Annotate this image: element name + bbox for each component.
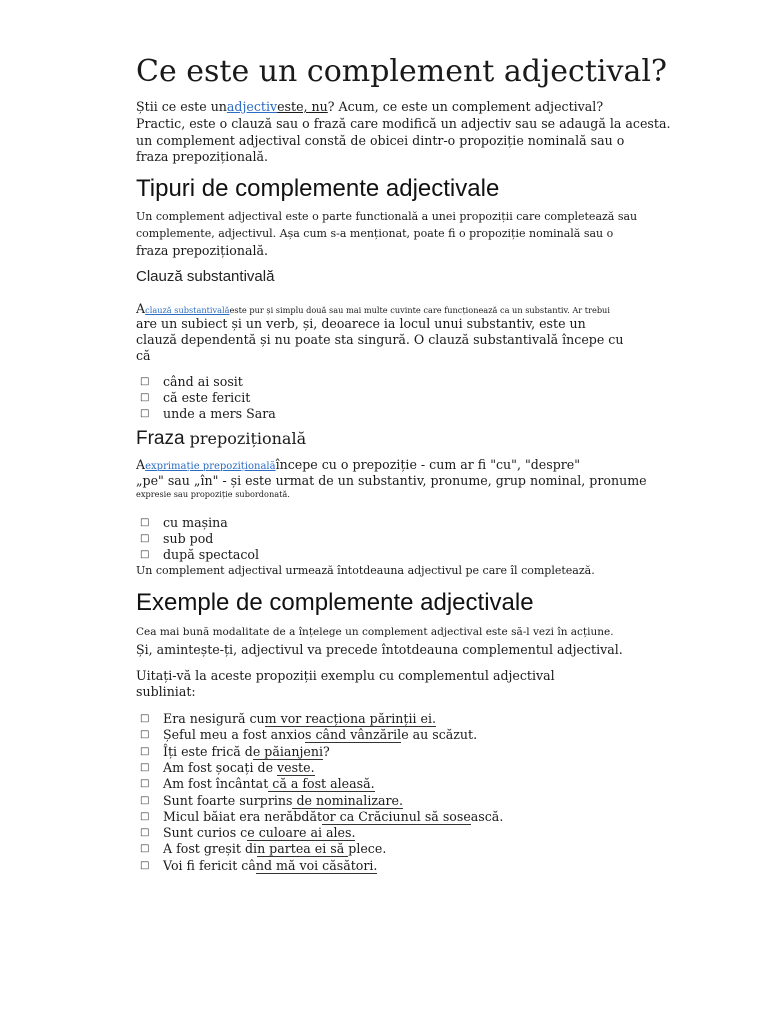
underlined-complement: e culoare ai ales. (247, 825, 356, 841)
example-text: ască. (470, 808, 504, 824)
clauza-text: este pur și simplu două sau mai multe cuvinte care funcționează ca un substantiv. Ar trebui (229, 305, 610, 315)
clauza-substantivala-link[interactable]: clauză substantivală (145, 305, 230, 315)
underlined-complement: m vor reacționa părinții ei. (264, 711, 436, 726)
subheading-clauza: Clauză substantivală (136, 268, 275, 285)
list-item: cu mașina (163, 515, 228, 530)
bullet-icon: □ (140, 408, 150, 419)
example-text: Sunt curios c (163, 825, 248, 841)
intro-text: ? Acum, ce este un complement adjectival? (327, 99, 604, 114)
clauza-line-4: că (136, 348, 151, 363)
underlined-complement: că a fost aleasă. (268, 776, 375, 792)
clauza-line-2: are un subiect și un verb, și, deoarece ia locul unui substantiv, este un (136, 316, 586, 331)
fraza-heading-word: Fraza (136, 428, 185, 449)
list-item: după spectacol (163, 547, 260, 562)
clauza-text: A (136, 301, 146, 316)
bullet-icon: □ (140, 533, 150, 544)
fraza-text: începe cu o prepoziție - cum ar fi "cu", "despre" (275, 457, 581, 472)
fraza-line-2: „pe" sau „în" - și este urmat de un substantiv, pronume, grup nominal, pronume (136, 473, 647, 488)
list-item: unde a mers Sara (163, 406, 276, 421)
bullet-icon: □ (140, 794, 150, 806)
example-text: ? (323, 743, 330, 759)
bullet-icon: □ (140, 761, 150, 773)
example-sentence (163, 809, 503, 824)
example-sentence (163, 711, 436, 726)
example-text: Am fost șocați de (163, 759, 278, 775)
subheading-fraza (136, 428, 306, 450)
adjectiv-link[interactable]: adjectiv (226, 99, 278, 114)
bullet-icon: □ (140, 376, 150, 387)
expresie-prepozitionala-link[interactable]: exprimație prepozițională (145, 461, 276, 472)
page-title: Ce este un complement adjectival? (136, 54, 668, 89)
example-text: Îți este frică d (163, 743, 253, 759)
fraza-text: A (136, 457, 146, 472)
example-sentence (163, 744, 330, 759)
list-item: sub pod (163, 531, 214, 546)
example-sentence (163, 727, 477, 742)
tipuri-line-1: Un complement adjectival este o parte functională a unei propoziții care completează sau (136, 210, 638, 223)
tipuri-line-3: fraza prepozițională. (136, 243, 269, 258)
bullet-icon: □ (140, 392, 150, 403)
bullet-icon: □ (140, 549, 150, 560)
example-text: Am fost încântat (163, 776, 269, 792)
bullet-icon: □ (140, 827, 150, 839)
example-sentence (163, 825, 355, 840)
example-text: plece. (348, 841, 387, 857)
intro-underlined: este, nu (277, 99, 328, 114)
exemple-line-1: Cea mai bună modalitate de a înțelege un complement adjectival este să-l vezi în acțiune. (136, 626, 614, 638)
underlined-complement: veste. (277, 759, 315, 775)
tipuri-line-2: complemente, adjectivul. Așa cum s-a menționat, poate fi o propoziție nominală sau o (136, 227, 614, 240)
bullet-icon: □ (140, 810, 150, 822)
example-sentence (163, 841, 386, 856)
clauza-line-3: clauză dependentă și nu poate sta singură. O clauză substantivală începe cu (136, 332, 624, 347)
bullet-icon: □ (140, 713, 150, 724)
example-text: Șeful meu a fost anxio (163, 727, 306, 743)
underlined-complement: n partea ei să (257, 841, 349, 857)
example-text: Micul băiat era nerăbdăt (163, 808, 323, 824)
exemple-line-4: subliniat: (136, 684, 196, 699)
underlined-complement: e păianjeni (252, 743, 324, 759)
example-text: Sunt foarte surprins (163, 792, 293, 808)
bullet-icon: □ (140, 729, 150, 741)
bullet-icon: □ (140, 745, 150, 757)
example-sentence (163, 858, 377, 873)
section-heading-tipuri: Tipuri de complemente adjectivale (136, 175, 500, 202)
underlined-complement: de nominalizare. (292, 792, 403, 808)
bullet-icon: □ (140, 517, 150, 528)
intro-line-1 (136, 99, 603, 115)
bullet-icon: □ (140, 778, 150, 790)
underlined-complement: nd mă voi căsători. (255, 857, 378, 873)
intro-line-2: Practic, este o clauză sau o frază care modifică un adjectiv sau se adaugă la acesta. (136, 116, 671, 131)
example-sentence (163, 793, 403, 808)
intro-line-4: fraza prepozițională. (136, 149, 269, 164)
bullet-icon: □ (140, 843, 150, 855)
fraza-conclusion: Un complement adjectival urmează întotdeauna adjectivul pe care îl completează. (136, 564, 595, 577)
intro-line-3: un complement adjectival constă de obicei dintr-o propoziție nominală sau o (136, 133, 625, 148)
bullet-icon: □ (140, 859, 150, 871)
list-item: că este fericit (163, 390, 251, 405)
intro-text: Știi ce este un (136, 99, 227, 114)
section-heading-exemple: Exemple de complemente adjectivale (136, 589, 534, 616)
example-text: e au scăzut. (401, 727, 478, 743)
example-text: Era nesigură cu (163, 711, 265, 726)
fraza-line-3: expresie sau propoziție subordonată. (136, 489, 290, 499)
list-item: când ai sosit (163, 374, 243, 389)
fraza-line-1 (136, 456, 580, 474)
exemple-line-3: Uitați-vă la aceste propoziții exemplu cu complementul adjectival (136, 668, 555, 683)
example-sentence (163, 776, 375, 791)
underlined-complement: s când vânzăril (305, 727, 402, 743)
fraza-heading-word: prepozițională (184, 429, 307, 448)
example-text: Voi fi fericit câ (163, 857, 256, 873)
exemple-line-2: Și, amintește-ți, adjectivul va precede întotdeauna complementul adjectival. (136, 642, 623, 657)
example-text: A fost greșit di (163, 841, 258, 857)
underlined-complement: or ca Crăciunul să sose (322, 808, 471, 824)
example-sentence (163, 760, 315, 775)
